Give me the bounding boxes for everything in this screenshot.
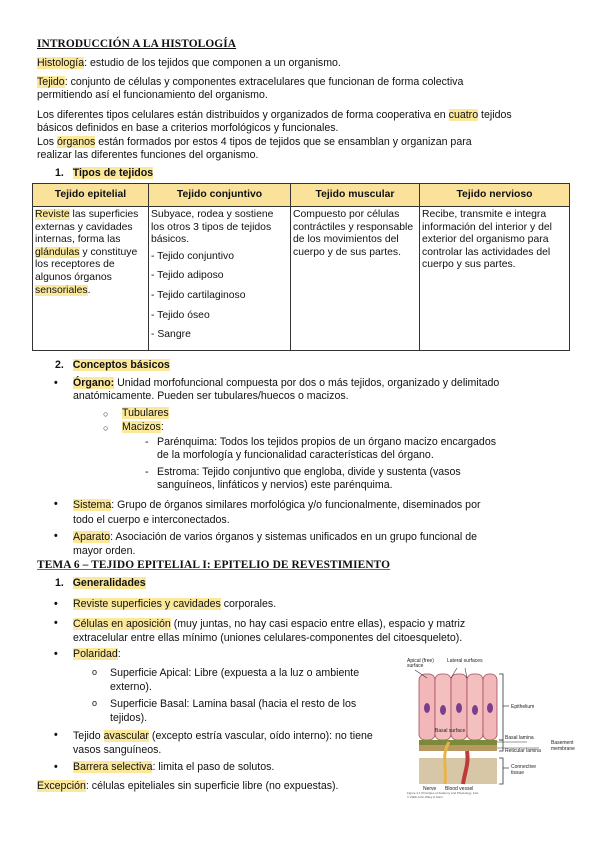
fig-label-membrane: membrane: [551, 746, 575, 752]
excepcion-note: Excepción: células epiteliales sin superficie libre (no expuestas).: [37, 780, 339, 792]
small-bullet-icon: o: [92, 698, 98, 708]
fig-label-connective: Connective: [511, 764, 537, 770]
fig-credit: Figure 4.1 Principles of Anatomy and Physiology, 11/e: [407, 791, 479, 795]
fig-label-nerve: Nerve: [423, 786, 437, 792]
estroma-item: Estroma: Tejido conjuntivo que engloba, divide y sustenta (vasos sanguíneos, linfáticos y nervios) este parénquima.: [157, 466, 461, 491]
bullet-icon: •: [54, 377, 58, 389]
histologia-definition: Histología: estudio de los tejidos que componen a un organismo.: [37, 57, 341, 69]
bullet-icon: •: [54, 761, 58, 773]
section-generalidades-heading: 1. Generalidades: [55, 577, 146, 589]
bullet-icon: •: [54, 598, 58, 610]
table-header: Tejido nervioso: [420, 184, 570, 207]
list-item: - Tejido óseo: [151, 309, 210, 321]
circle-bullet-icon: ○: [103, 409, 109, 419]
list-item: - Sangre: [151, 329, 191, 341]
list-item: - Tejido cartilaginoso: [151, 289, 246, 301]
table-header: Tejido epitelial: [33, 184, 149, 207]
reviste-item: Reviste superficies y cavidades corporales.: [73, 598, 277, 610]
aposicion-item: Células en aposición (muy juntas, no hay casi espacio entre ellas), espacio y matriz extracelular entre ellas mínimo (uniones celulares-componentes del citoesqueleto).: [73, 618, 466, 644]
section-conceptos-heading: 2. Conceptos básicos: [55, 359, 170, 371]
avascular-item: Tejido avascular (excepto estría vascular, oído interno): no tiene vasos sanguíneos.: [73, 730, 373, 756]
fig-label-reticular-lamina: Reticular lamina: [505, 748, 541, 754]
small-bullet-icon: o: [92, 667, 98, 677]
intro-paragraph-1: Los diferentes tipos celulares están distribuidos y organizados de forma cooperativa en cuatro tejidos básicos definidos en base a criterios morfológicos y funcionales.: [37, 109, 512, 134]
conjuntivo-cell: [149, 207, 291, 351]
dash-bullet-icon: -: [145, 466, 149, 478]
aparato-definition: Aparato: Asociación de varios órganos y sistemas unificados en un grupo funcional de mayor orden.: [73, 531, 477, 557]
macizos-item: Macizos:: [122, 421, 164, 433]
reticular-lamina-shape: [419, 745, 497, 751]
intro-paragraph-2: Los órganos están formados por estos 4 tipos de tejidos que se ensamblan y organizan para realizar las diferentes funciones del organismo.: [37, 136, 472, 161]
bullet-icon: •: [54, 498, 58, 510]
epithelium-diagram: [405, 656, 587, 796]
connective-tissue-shape: [419, 758, 497, 784]
table-header: Tejido conjuntivo: [149, 184, 291, 207]
barrera-item: Barrera selectiva: limita el paso de solutos.: [73, 761, 275, 773]
basal-item: Superficie Basal: Lamina basal (hacia el resto de los tejidos).: [110, 698, 357, 724]
fig-label-epithelium: Epithelium: [511, 704, 535, 710]
dash-bullet-icon: -: [145, 436, 149, 448]
fig-label-apical: Apical (free): [407, 658, 434, 664]
fig-label-basal-surface: Basal surface: [435, 728, 466, 734]
muscular-cell: Compuesto por células contráctiles y responsable de los movimientos del cuerpo y de sus partes.: [291, 207, 420, 351]
epitelial-cell: Reviste las superficies externas y cavidades internas, forma las glándulas y constituye los receptores de algunos órganos sensoriales.: [33, 207, 149, 351]
organo-definition: Órgano: Unidad morfofuncional compuesta por dos o más tejidos, organizado y delimitado anatómicamente. Pueden ser tubulares/huecos o macizos.: [73, 377, 500, 402]
sistema-definition: Sistema: Grupo de órganos similares morfológica y/o funcionalmente, diseminados por todo el cuerpo e interconectados.: [73, 499, 481, 526]
section-tipos-heading: 1. Tipos de tejidos: [55, 167, 154, 179]
bullet-icon: •: [54, 530, 58, 542]
bullet-icon: •: [54, 729, 58, 741]
fig-label-blood-vessel: Blood vessel: [445, 786, 474, 792]
table-header: Tejido muscular: [291, 184, 420, 207]
fig-label-basal-lamina: Basal lamina: [505, 735, 534, 741]
fig-label-lateral: Lateral surfaces: [447, 658, 483, 664]
conjuntivo-intro: Subyace, rodea y sostiene los otros 3 tipos de tejidos básicos.: [151, 209, 274, 246]
fig-label-apical-2: surface: [407, 663, 424, 669]
apical-item: Superficie Apical: Libre (expuesta a la luz o ambiente externo).: [110, 667, 360, 693]
polaridad-item: Polaridad:: [73, 648, 121, 660]
fig-label-basement: Basement: [551, 740, 574, 746]
tema6-title: TEMA 6 – TEJIDO EPITELIAL I: EPITELIO DE REVESTIMIENTO: [37, 559, 391, 571]
parenquima-item: Parénquima: Todos los tejidos propios de un órgano macizo encargados de la morfología y funcionalidad características del órgano.: [157, 436, 497, 461]
fig-label-tissue: tissue: [511, 770, 525, 776]
tejido-definition: Tejido: conjunto de células y componentes extracelulares que funcionan de forma colectiva permitiendo así el funcionamiento del organismo.: [37, 76, 464, 101]
conjuntivo-list: [151, 251, 288, 342]
tubulares-item: Tubulares: [122, 407, 169, 419]
list-item: - Tejido adiposo: [151, 270, 224, 282]
fig-credit-2: © 2006 John Wiley & Sons: [407, 795, 443, 799]
nervioso-cell: Recibe, transmite e integra información del interior y del exterior del organismo para controlar las actividades del cuerpo y sus partes.: [420, 207, 570, 351]
page-title: INTRODUCCIÓN A LA HISTOLOGÍA: [37, 38, 237, 50]
bullet-icon: •: [54, 648, 58, 660]
bullet-icon: •: [54, 617, 58, 629]
circle-bullet-icon: ○: [103, 423, 109, 433]
basal-lamina-shape: [419, 740, 497, 745]
tissue-types-table: [32, 183, 570, 351]
list-item: - Tejido conjuntivo: [151, 250, 234, 262]
